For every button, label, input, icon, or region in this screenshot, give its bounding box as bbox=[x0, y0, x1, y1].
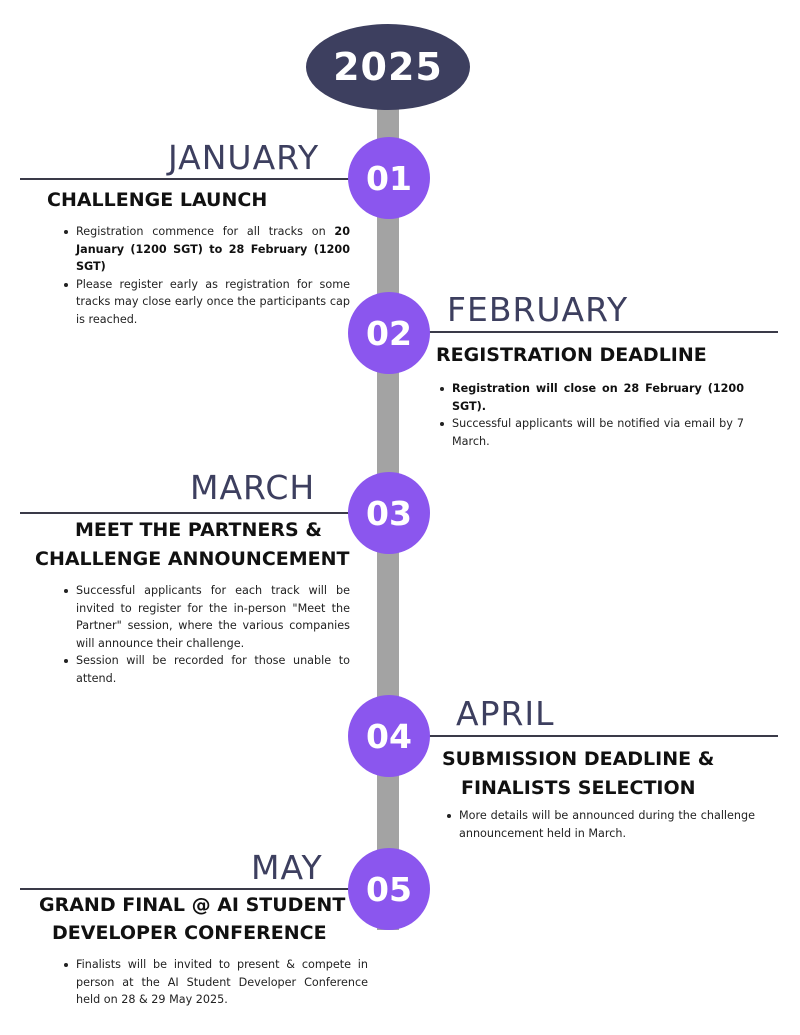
step-title-may-line-1: GRAND FINAL @ AI STUDENT bbox=[39, 894, 346, 916]
step-details-may bbox=[58, 956, 368, 1009]
step-title-january: CHALLENGE LAUNCH bbox=[47, 189, 268, 211]
list-item: Please register early as registration for some tracks may close early once the participants cap is reached. bbox=[76, 276, 350, 329]
step-title-may-line-2: DEVELOPER CONFERENCE bbox=[52, 922, 327, 944]
list-item: Successful applicants for each track will be invited to register for the in-person "Meet the Partner" session, where the various companies will announce their challenge. bbox=[76, 582, 350, 652]
step-title-march-line-2: CHALLENGE ANNOUNCEMENT bbox=[35, 548, 350, 570]
list-item: Session will be recorded for those unable to attend. bbox=[76, 652, 350, 687]
month-rule-march bbox=[20, 512, 360, 514]
step-title-february: REGISTRATION DEADLINE bbox=[436, 344, 707, 366]
month-rule-april bbox=[420, 735, 778, 737]
step-number-01: 01 bbox=[348, 137, 430, 219]
step-number-02: 02 bbox=[348, 292, 430, 374]
step-details-february bbox=[434, 380, 744, 450]
month-rule-february bbox=[420, 331, 778, 333]
step-details-march bbox=[58, 582, 350, 687]
month-rule-may bbox=[20, 888, 360, 890]
month-label-march: MARCH bbox=[190, 468, 316, 507]
step-title-april-line-1: SUBMISSION DEADLINE & bbox=[442, 748, 715, 770]
step-title-april-line-2: FINALISTS SELECTION bbox=[461, 777, 696, 799]
step-number-05: 05 bbox=[348, 848, 430, 930]
step-title-march-line-1: MEET THE PARTNERS & bbox=[75, 519, 322, 541]
list-item: More details will be announced during the challenge announcement held in March. bbox=[459, 807, 755, 842]
step-details-january bbox=[58, 223, 350, 328]
list-item: Registration commence for all tracks on 20 January (1200 SGT) to 28 February (1200 SGT) bbox=[76, 223, 350, 276]
month-label-may: MAY bbox=[251, 848, 323, 887]
year-badge: 2025 bbox=[306, 24, 470, 110]
list-item: Finalists will be invited to present & compete in person at the AI Student Developer Conference held on 28 & 29 May 2025. bbox=[76, 956, 368, 1009]
month-label-april: APRIL bbox=[456, 694, 555, 733]
step-number-03: 03 bbox=[348, 472, 430, 554]
month-rule-january bbox=[20, 178, 360, 180]
list-item: Successful applicants will be notified via email by 7 March. bbox=[452, 415, 744, 450]
list-item: Registration will close on 28 February (1200 SGT). bbox=[452, 380, 744, 415]
month-label-february: FEBRUARY bbox=[447, 290, 629, 329]
step-number-04: 04 bbox=[348, 695, 430, 777]
step-details-april bbox=[441, 807, 755, 842]
month-label-january: JANUARY bbox=[168, 138, 320, 177]
